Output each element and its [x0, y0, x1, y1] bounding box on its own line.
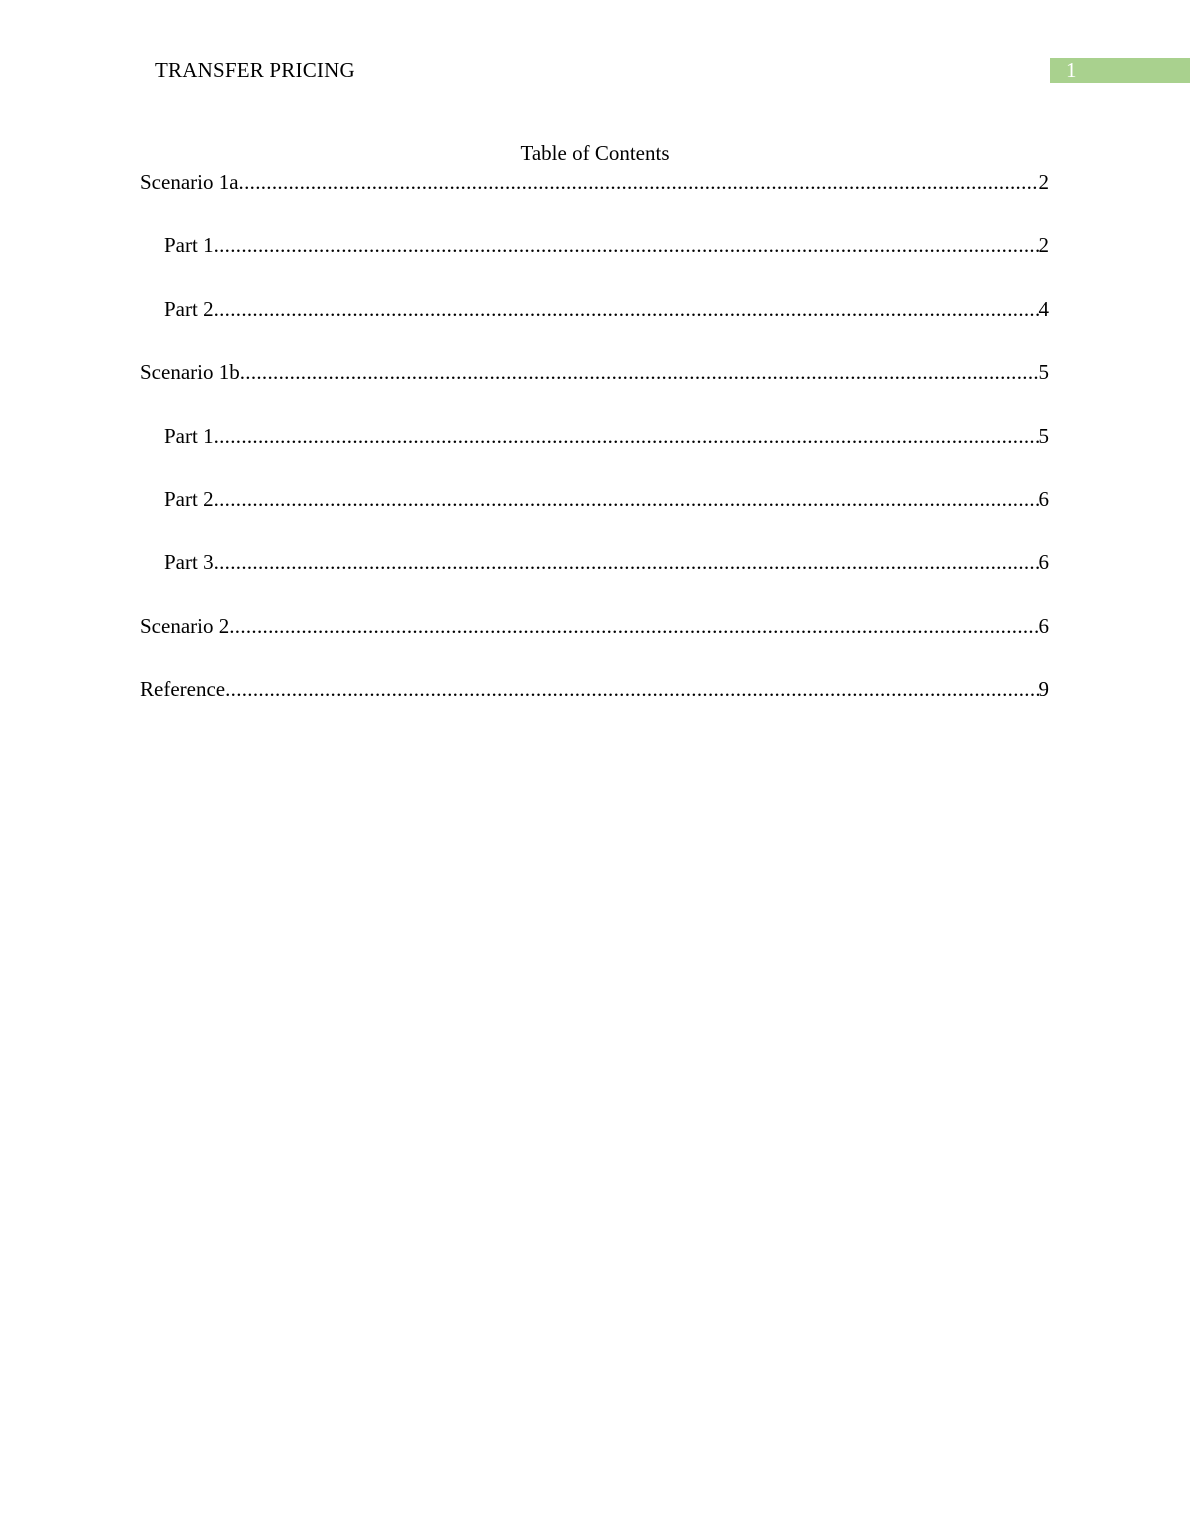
- toc-entry-label: Reference: [140, 677, 226, 702]
- toc-entry-page: 6: [1038, 613, 1049, 638]
- toc-entry[interactable]: [140, 231, 1049, 294]
- toc-entry-page: 6: [1038, 550, 1049, 575]
- toc-entry-label: Scenario 2: [140, 613, 230, 638]
- toc-dot-leader: [214, 485, 1039, 513]
- toc-entry[interactable]: [140, 358, 1049, 421]
- toc-entry-label: Part 2: [164, 486, 214, 511]
- header-title: TRANSFER PRICING: [155, 58, 355, 82]
- toc-entry-page: 5: [1038, 423, 1049, 448]
- toc-list: [140, 168, 1049, 739]
- toc-entry-page: 6: [1038, 486, 1049, 511]
- toc-dot-leader: [239, 168, 1039, 196]
- toc-entry-page: 5: [1038, 360, 1049, 385]
- toc-entry-page: 4: [1038, 296, 1049, 321]
- toc-entry-label: Part 2: [164, 296, 214, 321]
- toc-entry[interactable]: [140, 485, 1049, 548]
- toc-dot-leader: [240, 358, 1039, 386]
- toc-entry[interactable]: [140, 422, 1049, 485]
- toc-dot-leader: [214, 422, 1039, 450]
- toc-heading: Table of Contents: [520, 141, 670, 165]
- toc-entry[interactable]: [140, 548, 1049, 611]
- toc-entry-label: Scenario 1b: [140, 360, 240, 385]
- page-number-badge: [1050, 58, 1190, 83]
- toc-entry[interactable]: [140, 168, 1049, 231]
- toc-entry-page: 9: [1038, 677, 1049, 702]
- page-number: 1: [1066, 58, 1077, 82]
- toc-entry-label: Part 3: [164, 550, 214, 575]
- toc-entry[interactable]: [140, 675, 1049, 738]
- toc-entry[interactable]: [140, 295, 1049, 358]
- toc-dot-leader: [214, 295, 1039, 323]
- toc-dot-leader: [229, 612, 1038, 640]
- toc-entry-page: 2: [1038, 233, 1049, 258]
- toc-entry-label: Part 1: [164, 233, 214, 258]
- toc-entry-page: 2: [1038, 170, 1049, 194]
- toc-entry[interactable]: [140, 612, 1049, 675]
- toc-entry-label: Part 1: [164, 423, 214, 448]
- toc-dot-leader: [214, 231, 1039, 259]
- toc-entry-label: Scenario 1a: [140, 170, 239, 194]
- toc-dot-leader: [214, 548, 1039, 576]
- toc-dot-leader: [225, 675, 1038, 703]
